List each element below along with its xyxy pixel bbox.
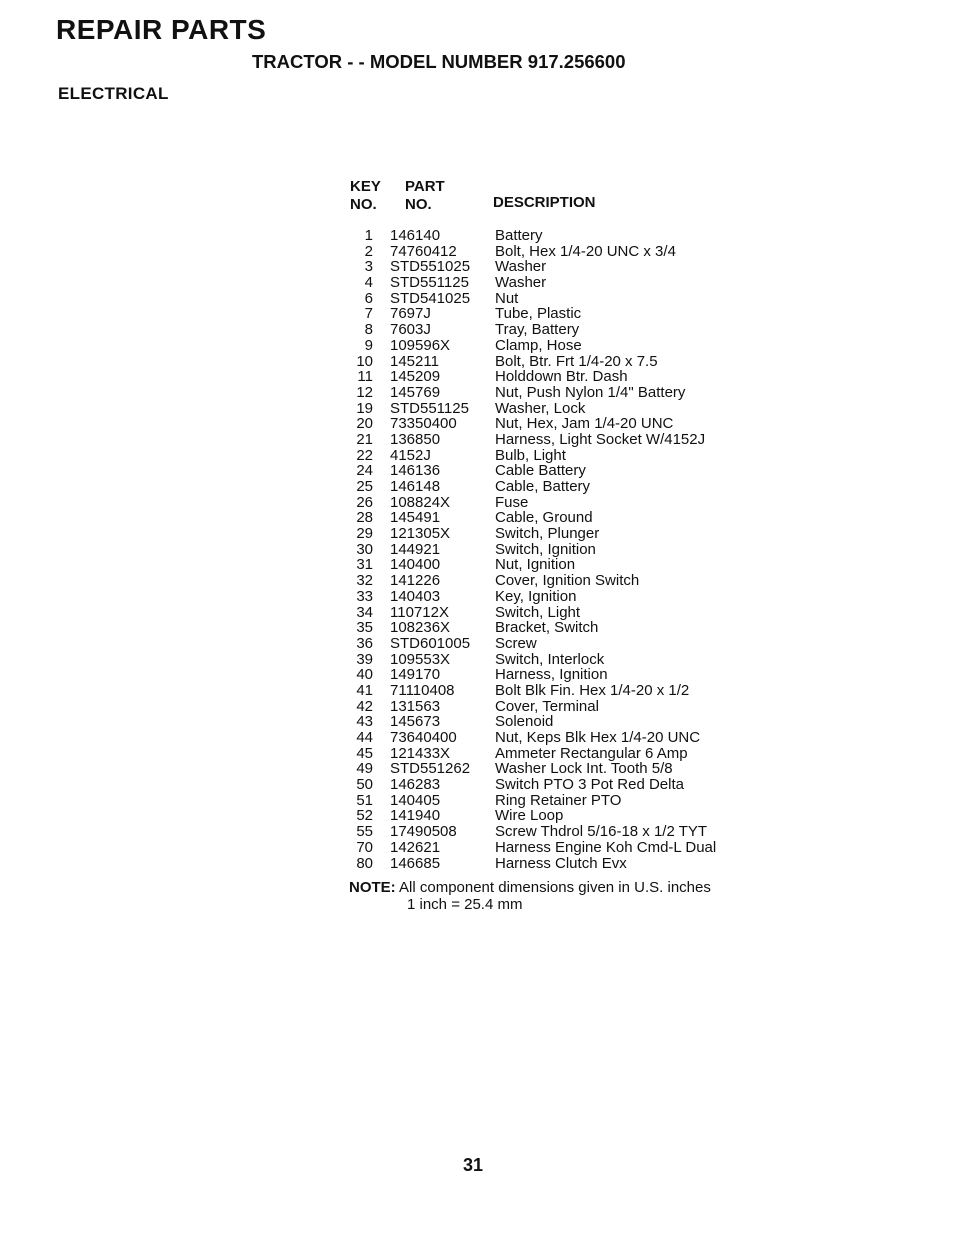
part-row bbox=[340, 259, 820, 275]
part-no: STD541025 bbox=[390, 289, 471, 307]
part-no: 145209 bbox=[390, 368, 441, 386]
part-row bbox=[340, 291, 820, 307]
part-description: Nut, Hex, Jam 1/4-20 UNC bbox=[495, 415, 674, 433]
note bbox=[349, 879, 711, 913]
key-no: 39 bbox=[356, 650, 373, 668]
part-no: 146136 bbox=[390, 462, 441, 480]
key-no: 20 bbox=[356, 415, 373, 433]
key-no: 35 bbox=[356, 619, 373, 637]
key-no: 51 bbox=[356, 791, 373, 809]
part-description: Cable, Battery bbox=[495, 478, 591, 495]
part-no: 73350400 bbox=[390, 415, 457, 433]
key-no: 45 bbox=[356, 744, 373, 762]
part-row bbox=[340, 777, 820, 793]
key-no: 25 bbox=[356, 478, 373, 495]
model-subtitle: TRACTOR - - MODEL NUMBER 917.256600 bbox=[252, 51, 626, 72]
part-no: 131563 bbox=[390, 697, 441, 715]
key-no: 32 bbox=[356, 572, 373, 590]
part-row bbox=[340, 448, 820, 464]
part-row bbox=[340, 385, 820, 401]
part-description: Fuse bbox=[495, 493, 529, 511]
part-description: Cover, Ignition Switch bbox=[495, 572, 640, 590]
part-description: Key, Ignition bbox=[495, 587, 577, 605]
part-no: 74760412 bbox=[390, 242, 457, 260]
part-description: Switch, Light bbox=[495, 603, 581, 621]
part-row bbox=[340, 510, 820, 526]
part-description: Battery bbox=[495, 227, 543, 244]
description-column-header: DESCRIPTION bbox=[493, 194, 596, 211]
part-no: STD551025 bbox=[390, 258, 471, 276]
part-description: Harness, Light Socket W/4152J bbox=[495, 430, 706, 448]
part-row bbox=[340, 557, 820, 573]
key-no-column-header: KEY NO. bbox=[350, 178, 381, 213]
key-no: 6 bbox=[364, 289, 373, 307]
part-no: 108824X bbox=[390, 493, 451, 511]
part-row bbox=[340, 479, 820, 495]
part-no: STD551125 bbox=[390, 274, 469, 292]
part-no: 140403 bbox=[390, 587, 441, 605]
part-row bbox=[340, 808, 820, 824]
key-no: 8 bbox=[364, 321, 373, 339]
part-description: Bolt, Btr. Frt 1/4-20 x 7.5 bbox=[495, 352, 658, 370]
key-no: 49 bbox=[356, 760, 373, 778]
part-no: 109596X bbox=[390, 336, 451, 354]
part-description: Bolt, Hex 1/4-20 UNC x 3/4 bbox=[495, 242, 676, 260]
key-no: 10 bbox=[356, 352, 373, 370]
key-no: 41 bbox=[356, 681, 373, 699]
part-description: Washer, Lock bbox=[495, 399, 586, 417]
part-no: STD551262 bbox=[390, 760, 471, 778]
key-no: 7 bbox=[364, 305, 373, 323]
part-no: 4152J bbox=[390, 446, 431, 464]
part-row bbox=[340, 369, 820, 385]
part-description: Switch, Interlock bbox=[495, 650, 605, 668]
part-description: Nut, Ignition bbox=[495, 556, 576, 574]
part-row bbox=[340, 761, 820, 777]
part-row bbox=[340, 526, 820, 542]
part-description: Cable, Ground bbox=[495, 509, 593, 527]
page-number: 31 bbox=[463, 1155, 484, 1175]
key-no: 33 bbox=[356, 587, 373, 605]
part-row bbox=[340, 636, 820, 652]
part-row bbox=[340, 730, 820, 746]
part-row bbox=[340, 338, 820, 354]
part-no: 121433X bbox=[390, 744, 451, 762]
note-conversion: 1 inch = 25.4 mm bbox=[407, 896, 523, 913]
key-no: 29 bbox=[356, 525, 373, 543]
part-row bbox=[340, 589, 820, 605]
part-row bbox=[340, 416, 820, 432]
part-description: Screw Thdrol 5/16-18 x 1/2 TYT bbox=[495, 823, 708, 841]
part-no: 7603J bbox=[390, 321, 431, 339]
part-description: Washer bbox=[495, 274, 547, 292]
key-no: 11 bbox=[357, 368, 373, 386]
part-no: 146283 bbox=[390, 776, 441, 794]
part-row bbox=[340, 495, 820, 511]
part-row bbox=[340, 683, 820, 699]
part-description: Ammeter Rectangular 6 Amp bbox=[495, 744, 688, 762]
part-no: 71110408 bbox=[390, 681, 455, 699]
part-row bbox=[340, 699, 820, 715]
part-row bbox=[340, 228, 820, 244]
part-row bbox=[340, 573, 820, 589]
part-description: Nut, Push Nylon 1/4" Battery bbox=[495, 383, 686, 401]
part-description: Washer Lock Int. Tooth 5/8 bbox=[495, 760, 673, 778]
part-row bbox=[340, 652, 820, 668]
key-no: 34 bbox=[356, 603, 373, 621]
key-no: 80 bbox=[356, 854, 373, 872]
key-no: 40 bbox=[356, 666, 373, 684]
key-no: 21 bbox=[356, 430, 373, 448]
part-row bbox=[340, 306, 820, 322]
part-no: 149170 bbox=[390, 666, 441, 684]
parts-list bbox=[340, 228, 820, 871]
part-description: Tray, Battery bbox=[495, 321, 580, 339]
part-description: Harness, Ignition bbox=[495, 666, 608, 684]
part-row bbox=[340, 667, 820, 683]
key-no: 36 bbox=[356, 634, 373, 652]
key-no: 43 bbox=[356, 713, 373, 731]
key-no: 55 bbox=[356, 823, 373, 841]
part-description: Holddown Btr. Dash bbox=[495, 368, 628, 386]
part-description: Bracket, Switch bbox=[495, 619, 599, 637]
part-no-column-header: PART NO. bbox=[405, 178, 445, 213]
part-row bbox=[340, 840, 820, 856]
part-no: 7697J bbox=[390, 305, 431, 323]
part-row bbox=[340, 714, 820, 730]
part-description: Solenoid bbox=[495, 713, 554, 731]
note-label: NOTE: bbox=[349, 879, 396, 896]
part-no: 142621 bbox=[390, 838, 441, 856]
key-no: 3 bbox=[364, 258, 373, 276]
part-row bbox=[340, 793, 820, 809]
part-no: 145673 bbox=[390, 713, 441, 731]
part-no: 141940 bbox=[390, 807, 441, 825]
part-row bbox=[340, 620, 820, 636]
part-description: Tube, Plastic bbox=[495, 305, 582, 323]
part-no: 145491 bbox=[390, 509, 441, 527]
part-description: Bulb, Light bbox=[495, 446, 566, 464]
part-row bbox=[340, 244, 820, 260]
part-row bbox=[340, 824, 820, 840]
part-no: 144921 bbox=[390, 540, 441, 558]
part-row bbox=[340, 605, 820, 621]
key-no: 1 bbox=[364, 227, 373, 244]
key-no: 24 bbox=[356, 462, 373, 480]
part-no: STD551125 bbox=[390, 399, 469, 417]
part-no: 146685 bbox=[390, 854, 441, 872]
key-no: 26 bbox=[356, 493, 373, 511]
part-no: 110712X bbox=[390, 603, 449, 621]
key-no: 22 bbox=[356, 446, 373, 464]
part-description: Cover, Terminal bbox=[495, 697, 599, 715]
part-description: Switch, Plunger bbox=[495, 525, 600, 543]
part-description: Cable Battery bbox=[495, 462, 586, 480]
key-no: 52 bbox=[356, 807, 373, 825]
part-no: 146148 bbox=[390, 478, 441, 495]
part-row bbox=[340, 354, 820, 370]
part-row bbox=[340, 463, 820, 479]
part-row bbox=[340, 275, 820, 291]
part-description: Harness Clutch Evx bbox=[495, 854, 627, 872]
part-row bbox=[340, 542, 820, 558]
part-no: 141226 bbox=[390, 572, 441, 590]
part-no: 17490508 bbox=[390, 823, 457, 841]
part-row bbox=[340, 746, 820, 762]
part-description: Switch PTO 3 Pot Red Delta bbox=[495, 776, 684, 794]
part-row bbox=[340, 401, 820, 417]
part-description: Switch, Ignition bbox=[495, 540, 596, 558]
part-no: 146140 bbox=[390, 227, 441, 244]
key-no: 30 bbox=[356, 540, 373, 558]
part-no: 109553X bbox=[390, 650, 451, 668]
part-no: 145769 bbox=[390, 383, 441, 401]
key-no: 70 bbox=[356, 838, 373, 856]
part-row bbox=[340, 432, 820, 448]
part-description: Ring Retainer PTO bbox=[495, 791, 622, 809]
part-no: 108236X bbox=[390, 619, 451, 637]
key-no: 19 bbox=[356, 399, 373, 417]
part-description: Bolt Blk Fin. Hex 1/4-20 x 1/2 bbox=[495, 681, 690, 699]
part-description: Harness Engine Koh Cmd-L Dual bbox=[495, 838, 717, 856]
part-description: Clamp, Hose bbox=[495, 336, 582, 354]
part-no: 140405 bbox=[390, 791, 441, 809]
part-no: 145211 bbox=[390, 352, 439, 370]
part-no: 136850 bbox=[390, 430, 441, 448]
key-no: 28 bbox=[356, 509, 373, 527]
key-no: 4 bbox=[364, 274, 373, 292]
part-no: 140400 bbox=[390, 556, 441, 574]
key-no: 50 bbox=[356, 776, 373, 794]
part-description: Washer bbox=[495, 258, 547, 276]
section-heading: ELECTRICAL bbox=[58, 84, 169, 103]
key-no: 42 bbox=[356, 697, 373, 715]
part-description: Wire Loop bbox=[495, 807, 564, 825]
key-no: 12 bbox=[356, 383, 373, 401]
part-description: Screw bbox=[495, 634, 537, 652]
part-no: 73640400 bbox=[390, 729, 457, 746]
part-row bbox=[340, 322, 820, 338]
part-no: STD601005 bbox=[390, 634, 471, 652]
key-no: 31 bbox=[356, 556, 373, 574]
key-no: 2 bbox=[364, 242, 373, 260]
key-no: 9 bbox=[364, 336, 373, 354]
part-description: Nut bbox=[495, 289, 519, 307]
note-text: All component dimensions given in U.S. inches bbox=[399, 879, 711, 896]
page-title: REPAIR PARTS bbox=[56, 14, 267, 45]
part-no: 121305X bbox=[390, 525, 451, 543]
part-row bbox=[340, 856, 820, 872]
key-no: 44 bbox=[356, 729, 373, 746]
part-description: Nut, Keps Blk Hex 1/4-20 UNC bbox=[495, 729, 701, 746]
